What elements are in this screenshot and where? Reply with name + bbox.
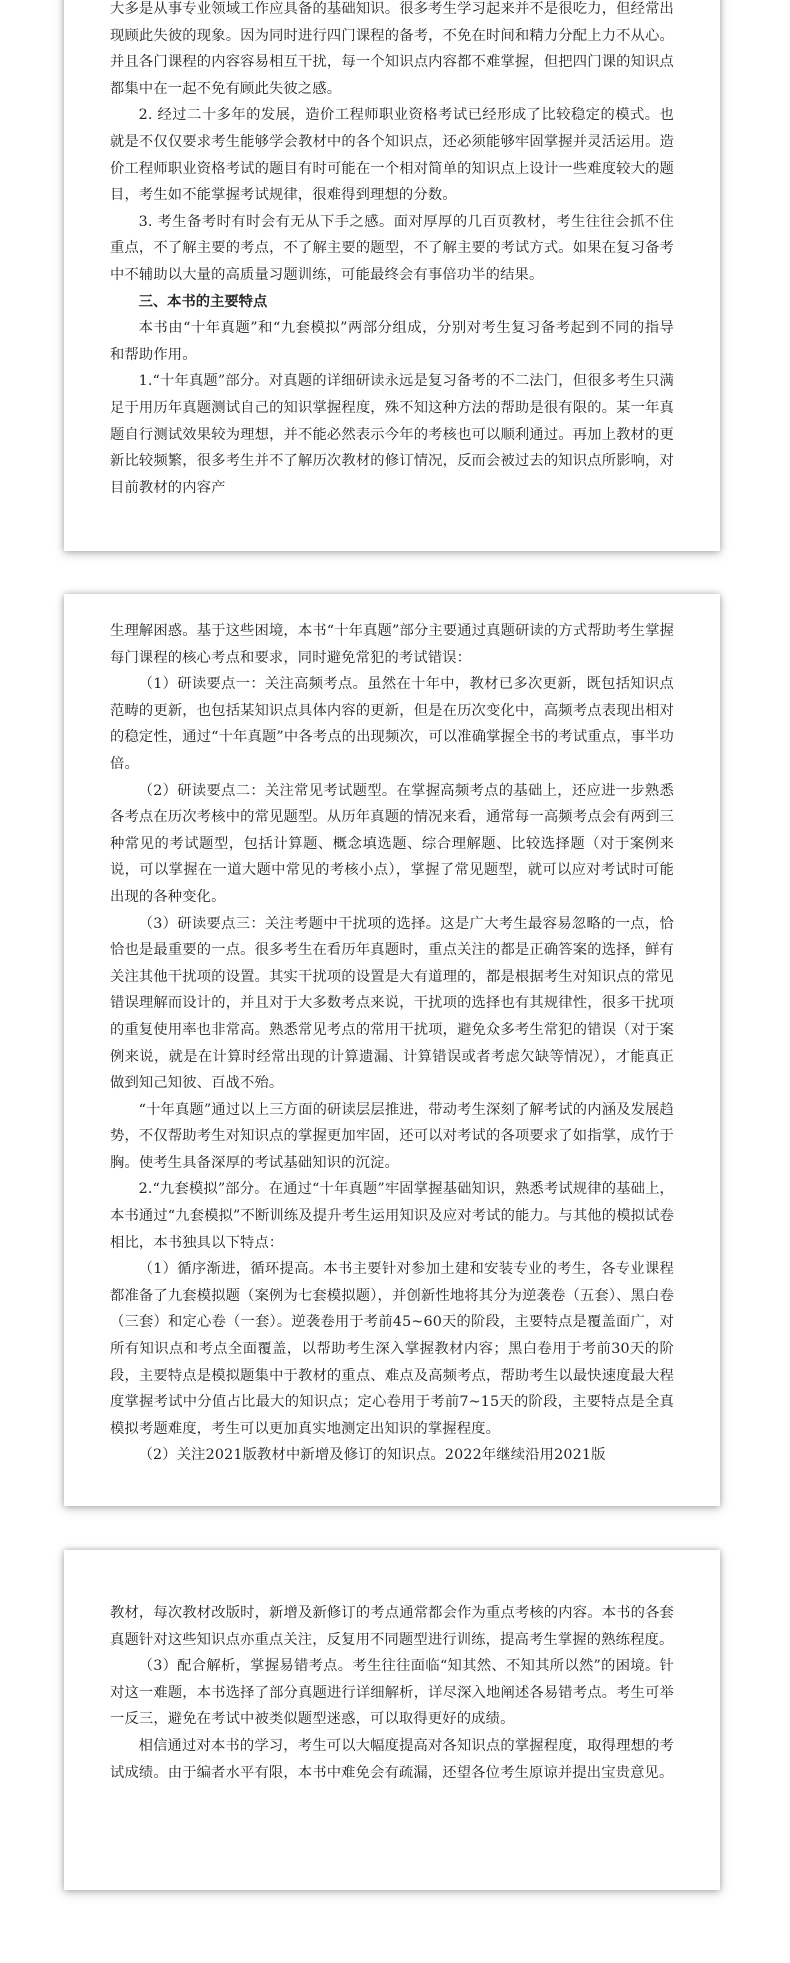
paragraph: （3）配合解析，掌握易错考点。考生往往面临“知其然、不知其所以然”的困境。针对这一难题，本书选择了部分真题进行详细解析，详尽深入地阐述各易错考点。考生可举一反三，避免在考试中被类似题型迷惑，可以取得更好的成绩。 (110, 1658, 674, 1728)
paragraph: （1）循序渐进，循环提高。本书主要针对参加土建和安装专业的考生，各专业课程都准备了九套模拟题（案例为七套模拟题），并创新性地将其分为逆袭卷（五套）、黑白卷（三套）和定心卷（一套）。逆袭卷用于考前45~60天的阶段，主要特点是覆盖面广，对所有知识点和考点全面覆盖，以帮助考生深入掌握教材内容；黑白卷用于考前30天的阶段，主要特点是模拟题集中于教材的重点、难点及高频考点，帮助考生以最快速度最大程度掌握考试中分值占比最大的知识点；定心卷用于考前7~15天的阶段，主要特点是全真模拟考题难度，考生可以更加真实地测定出知识的掌握程度。 (110, 1261, 674, 1437)
section-heading: 三、本书的主要特点 (138, 293, 268, 310)
document-page-2 (64, 594, 720, 1506)
paragraph: （2）研读要点二：关注常见考试题型。在掌握高频考点的基础上，还应进一步熟悉各考点在历次考核中的常见题型。从历年真题的情况来看，通常每一高频考点会有两到三种常见的考试题型，包括计算题、概念填选题、综合理解题、比较选择题（对于案例来说，可以掌握在一道大题中常见的考核小点），掌握了常见题型，就可以应对考试时可能出现的各种变化。 (110, 782, 674, 905)
paragraph: 教材，每次教材改版时，新增及新修订的考点通常都会作为重点考核的内容。本书的各套真题针对这些知识点亦重点关注，反复用不同题型进行训练，提高考生掌握的熟练程度。 (110, 1605, 674, 1648)
paragraph: （1）研读要点一：关注高频考点。虽然在十年中，教材已多次更新，既包括知识点范畴的更新，也包括某知识点具体内容的更新，但是在历次变化中，高频考点表现出相对的稳定性，通过“十年真题”中各考点的出现频次，可以准确掌握全书的考试重点，事半功倍。 (110, 676, 674, 772)
paragraph: 生理解困惑。基于这些困境，本书“十年真题”部分主要通过真题研读的方式帮助考生掌握每门课程的核心考点和要求，同时避免常犯的考试错误： (110, 623, 674, 666)
paragraph: 2. 经过二十多年的发展，造价工程师职业资格考试已经形成了比较稳定的模式。也就是不仅仅要求考生能够学会教材中的各个知识点，还必须能够牢固掌握并灵活运用。造价工程师职业资格考试的题目有时可能在一个相对简单的知识点上设计一些难度较大的题目，考生如不能掌握考试规律，很难得到理想的分数。 (110, 107, 674, 204)
paragraph: 2.“九套模拟”部分。在通过“十年真题”牢固掌握基础知识，熟悉考试规律的基础上，本书通过“九套模拟”不断训练及提升考生运用知识及应对考试的能力。与其他的模拟试卷相比，本书独具以下特点： (110, 1181, 674, 1251)
paragraph: （2）关注2021版教材中新增及修订的知识点。2022年继续沿用2021版 (138, 1447, 606, 1464)
document-page-1 (64, 0, 720, 551)
paragraph: 1.“十年真题”部分。对真题的详细研读永远是复习备考的不二法门，但很多考生只满足于用历年真题测试自己的知识掌握程度，殊不知这种方法的帮助是很有限的。某一年真题自行测试效果较为理想，并不能必然表示今年的考核也可以顺利通过。再加上教材的更新比较频繁，很多考生并不了解历次教材的修订情况，反而会被过去的知识点所影响，对目前教材的内容产 (110, 373, 674, 496)
paragraph: （3）研读要点三：关注考题中干扰项的选择。这是广大考生最容易忽略的一点，恰恰也是最重要的一点。很多考生在看历年真题时，重点关注的都是正确答案的选择，鲜有关注其他干扰项的设置。其实干扰项的设置是大有道理的，都是根据考生对知识点的常见错误理解而设计的，并且对于大多数考点来说，干扰项的选择也有其规律性，很多干扰项的重复使用率也非常高。熟悉常见考点的常用干扰项，避免众多考生常犯的错误（对于案例来说，就是在计算时经常出现的计算遗漏、计算错误或者考虑欠缺等情况），才能真正做到知己知彼、百战不殆。 (110, 915, 674, 1092)
document-page-3 (64, 1550, 720, 1890)
paragraph: “十年真题”通过以上三方面的研读层层推进，带动考生深刻了解考试的内涵及发展趋势，不仅帮助考生对知识点的掌握更加牢固，还可以对考试的各项要求了如指掌，成竹于胸。使考生具备深厚的考试基础知识的沉淀。 (110, 1101, 674, 1171)
paragraph: 3. 考生备考时有时会有无从下手之感。面对厚厚的几百页教材，考生往往会抓不住重点，不了解主要的考点，不了解主要的题型，不了解主要的考试方式。如果在复习备考中不辅助以大量的高质量习题训练，可能最终会有事倍功半的结果。 (110, 213, 674, 283)
paragraph: 大多是从事专业领域工作应具备的基础知识。很多考生学习起来并不是很吃力，但经常出现顾此失彼的现象。因为同时进行四门课程的备考，不免在时间和精力分配上力不从心。并且各门课程的内容容易相互干扰，每一个知识点内容都不难掌握，但把四门课的知识点都集中在一起不免有顾此失彼之感。 (110, 1, 674, 97)
paragraph: 本书由“十年真题”和“九套模拟”两部分组成，分别对考生复习备考起到不同的指导和帮助作用。 (110, 320, 674, 363)
paragraph: 相信通过对本书的学习，考生可以大幅度提高对各知识点的掌握程度，取得理想的考试成绩。由于编者水平有限，本书中难免会有疏漏，还望各位考生原谅并提出宝贵意见。 (110, 1737, 674, 1781)
